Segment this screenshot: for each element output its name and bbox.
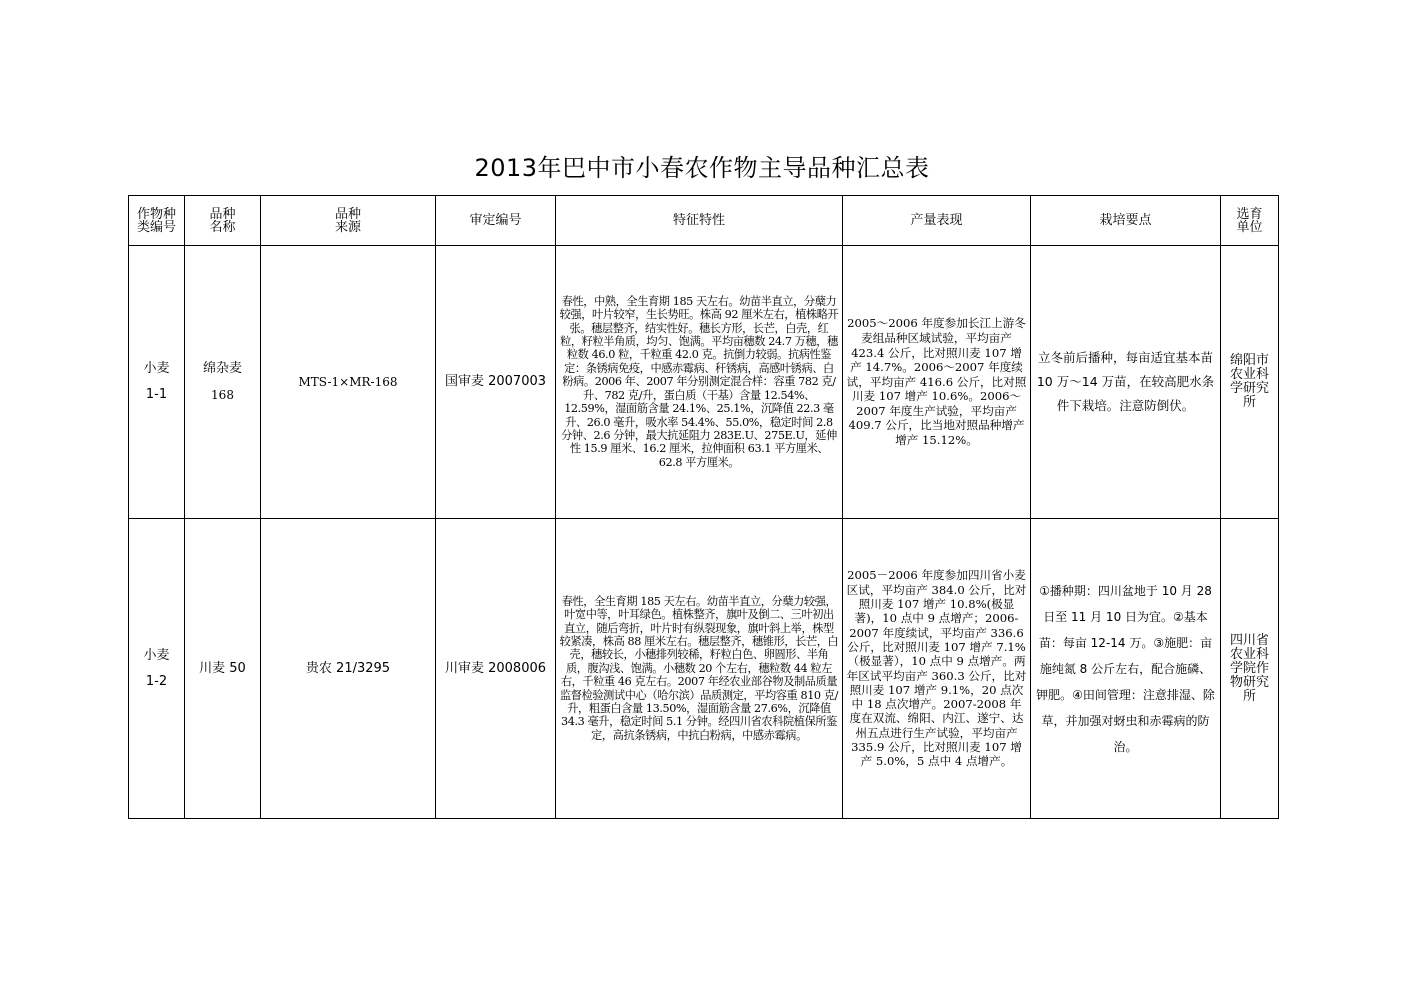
header-yield: 产量表现 [843, 196, 1031, 246]
variety-summary-table [128, 195, 1279, 819]
crop-code-cell [129, 519, 185, 819]
header-source: 品种来源 [261, 196, 436, 246]
table-row [129, 519, 1279, 819]
variety-name: 绵杂麦 [202, 361, 242, 376]
approval-number: 国审麦 2007003 [436, 246, 556, 519]
table-row [129, 246, 1279, 519]
variety-name-cell [185, 246, 261, 519]
page-title: 2013年巴中市小春农作物主导品种汇总表 [474, 154, 930, 182]
variety-features: 春性，全生育期 185 天左右。幼苗半直立，分蘖力较强，叶宽中等，叶耳绿色。植株整齐，旗叶及倒二、三叶初出直立，随后弯折，叶片时有纵裂现象，旗叶斜上举，株型较紧凑，株高 88 厘米左右。穗层整齐，穗锥形，长芒，白壳，穗较长，小穗排列较稀，籽粒白色、卵圆形、半角质，腹沟浅、饱满。小穗数 20 个左右，穗粒数 44 粒左右，千粒重 46 克左右。2007 年经农业部谷物及制品质量监督检验测试中心（哈尔滨）品质测定，平均容重 810 克/升，粗蛋白含量 13.50%，湿面筋含量 27.6%，沉降值 34.3 毫升，稳定时间 5.1 分钟。经四川省农科院植保所鉴定，高抗条锈病，中抗白粉病，中感赤霉病。 [556, 519, 843, 819]
header-unit: 选育单位 [1221, 196, 1279, 246]
header-approval: 审定编号 [436, 196, 556, 246]
variety-name: 川麦 50 [185, 519, 261, 819]
breeding-unit: 四川省农业科学院作物研究所 [1221, 519, 1279, 819]
variety-source: 贵农 21/3295 [261, 519, 436, 819]
yield-performance: 2005－2006 年度参加四川省小麦区试，平均亩产 384.0 公斤，比对照川麦 107 增产 10.8%(极显著)，10 点中 9 点增产；2006-2007 年度续试，平均亩产 336.6 公斤，比对照川麦 107 增产 7.1%（极显著），10 点中 9 点增产。两年区试平均亩产 360.3 公斤，比对照川麦 107 增产 9.1%，20 点次中 18 点次增产。2007-2008 年度在双流、绵阳、内江、遂宁、达州五点进行生产试验，平均亩产 335.9 公斤，比对照川麦 107 增产 5.0%，5 点中 4 点增产。 [843, 519, 1031, 819]
crop-code: 1-2 [145, 673, 168, 689]
crop-type: 小麦 [143, 361, 170, 376]
approval-number: 川审麦 2008006 [436, 519, 556, 819]
variety-source: MTS-1×MR-168 [261, 246, 436, 519]
crop-code-cell [129, 246, 185, 519]
breeding-unit: 绵阳市农业科学研究所 [1221, 246, 1279, 519]
cultivation-points: 立冬前后播种，每亩适宜基本苗 10 万～14 万苗，在较高肥水条件下栽培。注意防倒伏。 [1031, 246, 1221, 519]
header-features: 特征特性 [556, 196, 843, 246]
header-name: 品种名称 [185, 196, 261, 246]
crop-type: 小麦 [143, 647, 170, 663]
yield-performance: 2005～2006 年度参加长江上游冬麦组品种区域试验，平均亩产 423.4 公斤，比对照川麦 107 增产 14.7%。2006～2007 年度续试，平均亩产 416.6 公斤，比对照川麦 107 增产 10.6%。2006～2007 年度生产试验，平均亩产 409.7 公斤，比当地对照品种增产增产 15.12%。 [843, 246, 1031, 519]
variety-name-number: 168 [211, 388, 234, 402]
table-header-row [129, 196, 1279, 246]
variety-features: 春性，中熟，全生育期 185 天左右。幼苗半直立，分蘖力较强，叶片较窄，生长势旺。株高 92 厘米左右，植株略开张。穗层整齐，结实性好。穗长方形，长芒，白壳，红粒，籽粒半角质，均匀、饱满。平均亩穗数 24.7 万穗，穗粒数 46.0 粒，千粒重 42.0 克。抗倒力较弱。抗病性鉴定：条锈病免疫，中感赤霉病、秆锈病，高感叶锈病、白粉病。2006 年、2007 年分别测定混合样：容重 782 克/升、782 克/升，蛋白质（干基）含量 12.54%、12.59%，湿面筋含量 24.1%、25.1%，沉降值 22.3 毫升、26.0 毫升，吸水率 54.4%、55.0%，稳定时间 2.8 分钟、2.6 分钟，最大抗延阻力 283E.U、275E.U，延伸性 15.9 厘米、16.2 厘米，拉伸面积 63.1 平方厘米、62.8 平方厘米。 [556, 246, 843, 519]
header-code: 作物种类编号 [129, 196, 185, 246]
header-cultivation: 栽培要点 [1031, 196, 1221, 246]
cultivation-points: ①播种期：四川盆地于 10 月 28 日至 11 月 10 日为宜。②基本苗：每亩 12-14 万。③施肥：亩施纯氮 8 公斤左右，配合施磷、钾肥。④田间管理：注意排湿、除草，并加强对蚜虫和赤霉病的防治。 [1031, 519, 1221, 819]
crop-code: 1-1 [145, 387, 168, 402]
